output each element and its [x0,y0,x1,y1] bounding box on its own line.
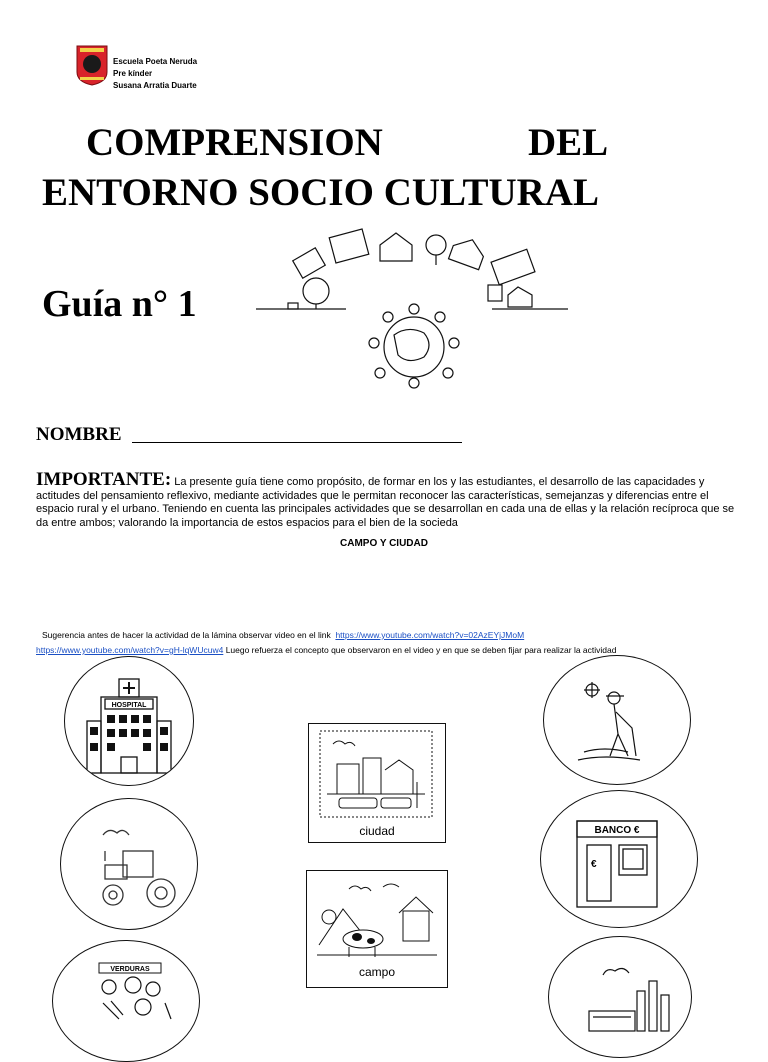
hospital-icon [65,657,193,785]
countryside-label: campo [358,965,396,979]
school-info [113,56,197,92]
suggestion-text: Sugerencia antes de hacer la actividad de la lámina observar video en el link [42,630,331,640]
vegetables-circle[interactable] [52,940,200,1062]
countryside-card[interactable] [306,870,448,988]
bank-icon [541,791,697,927]
city-icon [319,730,433,818]
bank-sign: BANCO € [594,825,640,836]
video-link-2[interactable]: https://www.youtube.com/watch?v=gH-lqWUcuw4 [36,645,224,655]
important-label: IMPORTANTE: [36,469,172,490]
city-card[interactable] [308,723,446,843]
vegetables-icon [53,941,199,1061]
tractor-icon [61,799,197,929]
hospital-circle[interactable] [64,656,194,786]
title-word-1: COMPRENSION [86,121,383,164]
hospital-sign: HOSPITAL [111,702,147,709]
bank-circle[interactable] [540,790,698,928]
factory-circle[interactable] [548,936,692,1058]
suggestion-line-2 [36,645,616,655]
intro-paragraph [36,469,738,530]
teacher-name: Susana Arratia Duarte [113,81,197,90]
intro-text: La presente guía tiene como propósito, de formar en los y las estudiantes, el desarrollo de las capacidades y actitudes del pensamiento reflexivo, mediante actividades que le permitan reconocer las características, semejanzas y diferencias entre el espacio rural y el urbano. Teniendo en cuenta las principales actividades que se desarrollan en cada una de ellas y la relación recíproca que se da entre ambos; valorando la importancia de estos espacios para el bien de la socieda [36,476,735,529]
title-word-2: DEL [528,121,609,164]
section-heading: CAMPO Y CIUDAD [340,538,428,549]
countryside-icon [313,875,441,961]
school-logo [74,42,110,86]
school-level: Pre kínder [113,69,153,78]
hero-illustration [256,225,572,390]
name-label: NOMBRE [36,424,122,445]
guide-number: Guía n° 1 [42,283,197,325]
city-label: ciudad [359,824,395,838]
verduras-sign: VERDURAS [110,966,150,973]
video-link-1[interactable]: https://www.youtube.com/watch?v=02AzEYjJMoM [335,630,525,640]
factory-icon [549,937,691,1057]
euro-icon: € [591,859,597,870]
farmer-icon [544,656,690,784]
title-line-2: ENTORNO SOCIO CULTURAL [42,171,599,214]
school-name: Escuela Poeta Neruda [113,57,198,66]
farmer-circle[interactable] [543,655,691,785]
suggestion-line-1 [42,630,524,640]
suggestion-suffix: Luego refuerza el concepto que observaron en el video y en que se deben fijar para realizar la actividad [225,645,617,655]
name-line[interactable] [132,442,462,443]
tractor-circle[interactable] [60,798,198,930]
